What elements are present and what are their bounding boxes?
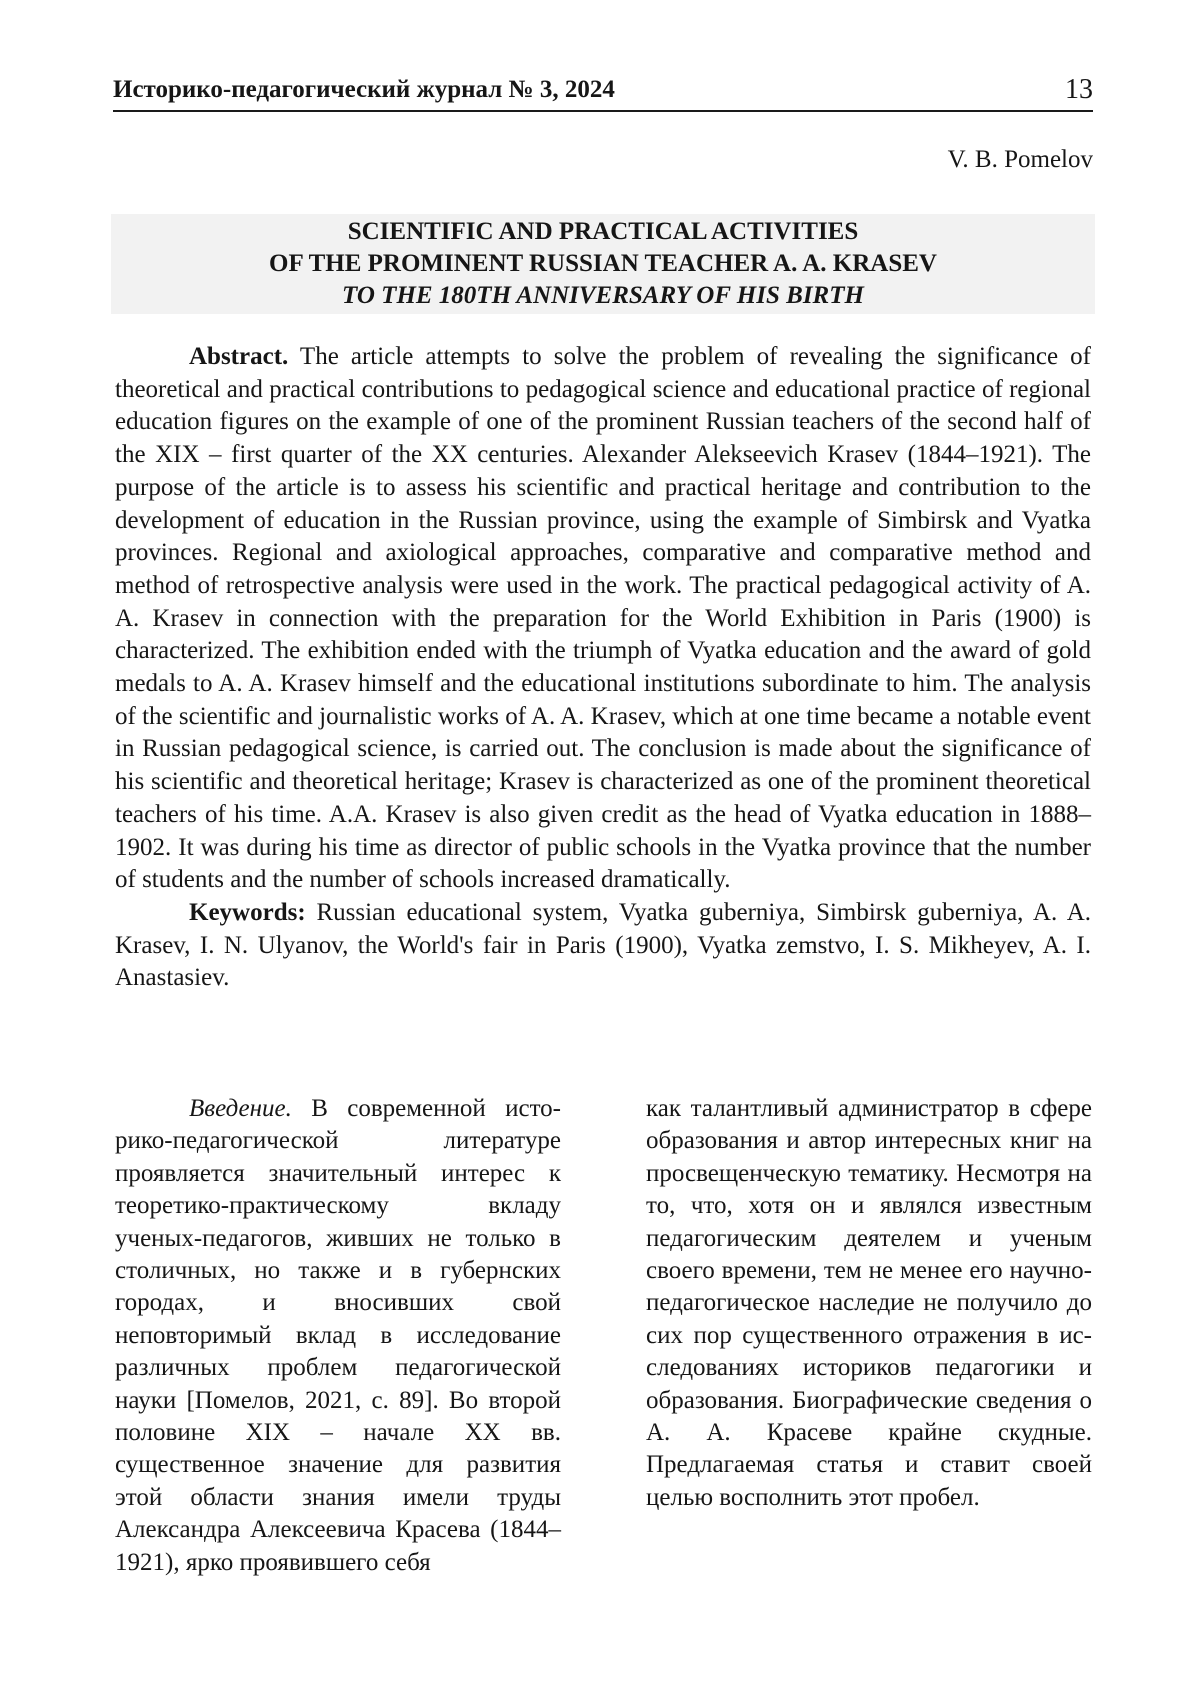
- body-column-left: [115, 1093, 561, 1579]
- page-number: 13: [1065, 74, 1093, 105]
- journal-name: Историко-педагогический журнал № 3, 2024: [113, 76, 615, 103]
- article-title-line-1: SCIENTIFIC AND PRACTICAL ACTIVITIES: [347, 218, 859, 245]
- abstract-section: [115, 341, 1091, 995]
- keywords-text: Russian educational system, Vyatka guberniya, Simbirsk guberniya, A. A. Krasev, I. N. Ulyanov, the World's fair in Paris (1900), Vyatka zemstvo, I. S. Mikheyev, A. I. Anastasiev.: [115, 898, 1091, 992]
- running-header: [113, 74, 1093, 112]
- author-name: V. B. Pomelov: [947, 146, 1093, 173]
- introduction-text: В современной историко-педагогической литературе проявляется значительный интерес к теоретико-практическому вкладу ученых-педагогов, живших не только в столичных, но также и в губернских городах, и вносивших свой неповторимый вклад в исследование различных проблем педагогической науки [Помелов, 2021, с. 89]. Во второй половине XIX – начале XX вв. существенное значение для развития этой области знания имели труды Александра Алексеевича Красева (1844–1921), ярко проявившего себя: [115, 1095, 561, 1576]
- keywords-paragraph: [115, 897, 1091, 995]
- article-title-line-2: OF THE PROMINENT RUSSIAN TEACHER A. A. KRASEV: [269, 250, 937, 277]
- body-column-right: [646, 1093, 1092, 1514]
- introduction-lead: Введение.: [189, 1095, 292, 1122]
- article-subtitle: TO THE 180TH ANNIVERSARY OF HIS BIRTH: [342, 282, 864, 309]
- keywords-label: Keywords:: [189, 898, 306, 926]
- article-title-block: [111, 214, 1095, 314]
- abstract-label: Abstract.: [189, 343, 289, 370]
- abstract-text: The article attempts to solve the problem of revealing the significance of theoretical and practical contributions to pedagogical science and educational practice of regional education figures on the example of one of the prominent Russian teachers of the second half of the XIX – first quarter of the XX centuries. Alexander Alekseevich Krasev (1844–1921). The purpose of the article is to assess his scientific and practical heritage and contribution to the development of education in the Russian province, using the example of Simbirsk and Vyatka provinces. Regional and axiological approaches, comparative and comparative method and method of retrospective analysis were used in the work. The practical pedagogical activity of A. A. Krasev in connection with the preparation for the World Exhibition in Paris (1900) is characterized. The exhibition ended with the triumph of Vyatka education and the award of gold medals to A. A. Krasev himself and the educational institutions subordinate to him. The analysis of the scientific and journalistic works of A. A. Krasev, which at one time became a notable event in Russian pedagogical science, is carried out. The conclusion is made about the significance of his scientific and theoretical heritage; Krasev is characterized as one of the prominent theoretical teachers of his time. A.A. Krasev is also given credit as the head of Vyatka education in 1888–1902. It was during his time as director of public schools in the Vyatka province that the number of students and the number of schools increased dramatically.: [115, 343, 1091, 894]
- abstract-paragraph: [115, 341, 1091, 897]
- introduction-continuation: как талантливый администратор в сфере образования и автор интересных книг на просвещенческую тематику. Несмотря на то, что, хотя он и являлся известным педагогическим деятелем и ученым своего времени, тем не менее его научно-педагогическое наследие не получило до сих пор существенного отражения в исследованиях историков педагогики и образования. Биографические сведения о А. А. Красеве крайне скудные. Предлагаемая статья и ставит своей целью восполнить этот пробел.: [646, 1095, 1092, 1511]
- introduction-paragraph: [115, 1093, 561, 1579]
